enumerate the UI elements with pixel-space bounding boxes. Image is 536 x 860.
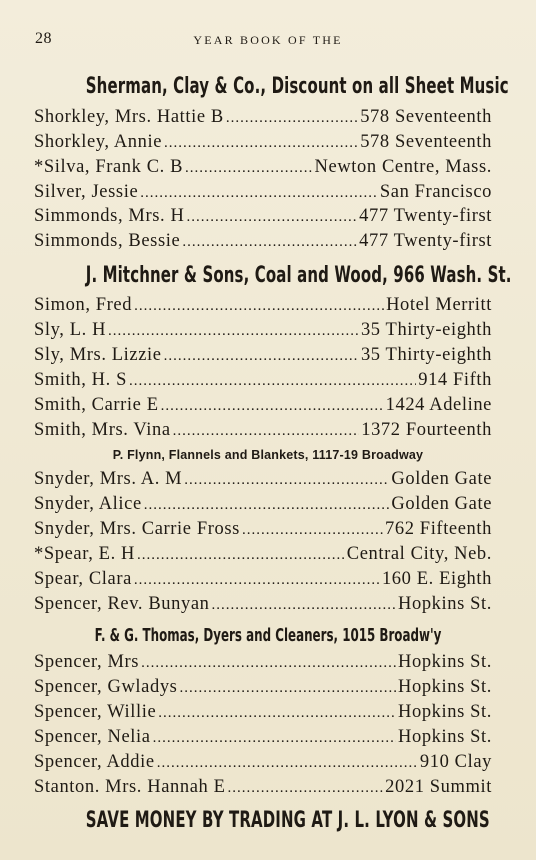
directory-entry (34, 231, 492, 252)
advertisement-sherman-clay: Sherman, Clay & Co., Discount on all Sheet Music (85, 74, 509, 99)
directory-entry (34, 395, 492, 416)
directory-entry (34, 777, 492, 798)
entry-address: Newton Centre, Mass. (314, 157, 492, 177)
directory-entry (34, 652, 492, 673)
directory-entry (34, 345, 492, 366)
leader-dots (184, 472, 389, 489)
leader-dots (186, 209, 357, 226)
entry-address: 914 Fifth (418, 370, 492, 390)
entry-address: Hopkins St. (398, 677, 492, 697)
entry-name: Silver, Jessie (34, 182, 139, 202)
entry-address: 35 Thirty-eighth (360, 320, 492, 340)
leader-dots (185, 160, 313, 177)
directory-entry (34, 494, 492, 515)
entry-address: Golden Gate (391, 469, 492, 489)
directory-entry (34, 132, 492, 153)
entry-address: 477 Twenty-first (359, 206, 492, 226)
leader-dots (158, 705, 396, 722)
entry-name: Spencer, Rev. Bunyan (34, 594, 210, 614)
directory-entry (34, 206, 492, 227)
entry-address: 477 Twenty-first (359, 231, 492, 251)
entry-name: *Spear, E. H (34, 544, 135, 564)
entry-address: Hopkins St. (398, 702, 492, 722)
entry-address: 578 Seventeenth (360, 107, 492, 127)
directory-entry (34, 370, 492, 391)
entry-name: Shorkley, Annie (34, 132, 163, 152)
entry-name: Simmonds, Bessie (34, 231, 181, 251)
leader-dots (108, 323, 359, 340)
leader-dots (140, 185, 378, 202)
entry-address: 2021 Summit (385, 777, 492, 797)
entry-address: 160 E. Eighth (381, 569, 492, 589)
entry-name: *Silva, Frank C. B (34, 157, 184, 177)
advertisement-flynn: P. Flynn, Flannels and Blankets, 1117-19 Broadway (112, 448, 424, 462)
leader-dots (242, 522, 383, 539)
leader-dots (144, 497, 390, 514)
leader-dots (134, 298, 384, 315)
directory-entry (34, 320, 492, 341)
entry-name: Snyder, Mrs. A. M (34, 469, 183, 489)
directory-entry (34, 519, 492, 540)
directory-entry (34, 107, 492, 128)
entry-address: 1424 Adeline (385, 395, 492, 415)
entry-address: Central City, Neb. (346, 544, 492, 564)
directory-entry (34, 727, 492, 748)
entry-address: 35 Thirty-eighth (360, 345, 492, 365)
entry-name: Spencer, Gwladys (34, 677, 178, 697)
entry-address: 578 Seventeenth (360, 132, 492, 152)
running-head: YEAR BOOK OF THE (193, 33, 343, 47)
entry-name: Spencer, Nelia (34, 727, 151, 747)
entry-name: Simon, Fred (34, 295, 133, 315)
entry-name: Simmonds, Mrs. H (34, 206, 185, 226)
entry-address: Hopkins St. (398, 652, 492, 672)
entry-name: Spear, Clara (34, 569, 132, 589)
advertisement-thomas: F. & G. Thomas, Dyers and Cleaners, 1015 Broadw'y (94, 625, 442, 646)
leader-dots (141, 655, 396, 672)
leader-dots (129, 373, 416, 390)
leader-dots (226, 110, 358, 127)
entry-address: Hopkins St. (398, 594, 492, 614)
entry-name: Smith, Carrie E (34, 395, 159, 415)
directory-entry (34, 544, 492, 565)
entry-address: 762 Fifteenth (385, 519, 492, 539)
leader-dots (161, 398, 384, 415)
entry-address: Golden Gate (391, 494, 492, 514)
leader-dots (164, 135, 358, 152)
entry-name: Spencer, Addie (34, 752, 155, 772)
directory-entry (34, 295, 492, 316)
leader-dots (173, 423, 360, 440)
directory-entry (34, 182, 492, 203)
directory-entry (34, 677, 492, 698)
leader-dots (212, 597, 397, 614)
leader-dots (137, 547, 345, 564)
advertisement-michner: J. Mitchner & Sons, Coal and Wood, 966 Wash. St. (85, 263, 512, 288)
entry-address: 910 Clay (419, 752, 492, 772)
leader-dots (179, 680, 396, 697)
directory-entry (34, 702, 492, 723)
entry-name: Snyder, Alice (34, 494, 142, 514)
directory-entry (34, 157, 492, 178)
entry-address: 1372 Fourteenth (361, 420, 492, 440)
directory-entry (34, 569, 492, 590)
entry-name: Spencer, Mrs (34, 652, 140, 672)
leader-dots (182, 234, 357, 251)
entry-name: Spencer, Willie (34, 702, 157, 722)
entry-address: Hopkins St. (398, 727, 492, 747)
directory-entry (34, 469, 492, 490)
entry-address: San Francisco (379, 182, 492, 202)
entry-name: Smith, Mrs. Vina (34, 420, 171, 440)
leader-dots (164, 348, 359, 365)
advertisement-lyon: SAVE MONEY BY TRADING AT J. L. LYON & SONS (85, 808, 490, 833)
entry-address: Hotel Merritt (386, 295, 492, 315)
page-number: 28 (35, 30, 52, 47)
directory-entry (34, 420, 492, 441)
directory-entry (34, 752, 492, 773)
entry-name: Snyder, Mrs. Carrie Fross (34, 519, 240, 539)
entry-name: Shorkley, Mrs. Hattie B (34, 107, 224, 127)
leader-dots (157, 755, 418, 772)
entry-name: Smith, H. S (34, 370, 127, 390)
directory-entry (34, 594, 492, 615)
leader-dots (228, 780, 384, 797)
entry-name: Sly, Mrs. Lizzie (34, 345, 162, 365)
entry-name: Stanton. Mrs. Hannah E (34, 777, 226, 797)
entry-name: Sly, L. H (34, 320, 107, 340)
leader-dots (134, 572, 380, 589)
leader-dots (153, 730, 396, 747)
